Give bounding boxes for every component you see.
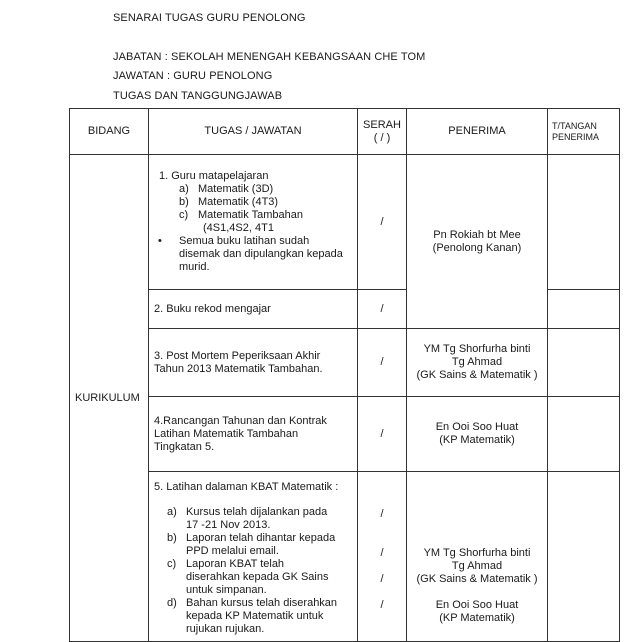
task-cell-5 (149, 472, 358, 642)
ttangan-header-line2: PENERIMA (552, 131, 600, 142)
task-5-item-a (167, 506, 352, 532)
item-text: Matematik (3D) (198, 183, 274, 195)
jawatan-line: JAWATAN : GURU PENOLONG (113, 70, 273, 82)
table-header-row (70, 109, 620, 155)
task-1-item-a (179, 183, 352, 196)
ttangan-cell-2 (548, 290, 620, 329)
table-row (70, 397, 620, 472)
penerima-role: (GK Sains & Matematik ) (416, 369, 538, 381)
ttangan-cell-1 (548, 155, 620, 290)
penerima-name: Tg Ahmad (451, 560, 503, 572)
task-text: Tingkatan 5. (154, 440, 215, 453)
jabatan-line: JABATAN : SEKOLAH MENENGAH KEBANGSAAN CHE TOM (113, 51, 426, 63)
penerima-cell-3 (407, 329, 548, 397)
col-header-ttangan (548, 109, 620, 155)
task-1-bullet (158, 235, 352, 274)
tugas-heading: TUGAS DAN TANGGUNGJAWAB (113, 90, 283, 102)
item-text: kepada KP Matematik untuk (186, 610, 324, 622)
penerima-name: En Ooi Soo Huat (435, 599, 519, 611)
task-text: Latihan Matematik Tambahan (154, 427, 299, 440)
task-cell-2: 2. Buku rekod mengajar (149, 290, 358, 329)
item-text: Kursus telah dijalankan pada (186, 506, 328, 518)
item-text: PPD melalui email. (186, 545, 279, 557)
penerima-name: YM Tg Shorfurha binti (423, 547, 531, 559)
task-cell-1 (149, 155, 358, 290)
penerima-role: (GK Sains & Matematik ) (416, 573, 538, 585)
table-row (70, 472, 620, 642)
item-text: Matematik (4T3) (198, 196, 279, 208)
task-text: Tahun 2013 Matematik Tambahan. (154, 362, 323, 375)
task-cell-4 (149, 397, 358, 472)
letter: b) (179, 196, 189, 208)
letter: c) (179, 209, 189, 221)
serah-mark: / (380, 547, 384, 559)
item-text: untuk simpanan. (186, 584, 267, 596)
letter: c) (167, 558, 177, 570)
item-text: rujukan rujukan. (186, 623, 265, 635)
penerima-name: Tg Ahmad (451, 356, 503, 368)
penerima-role: (KP Matematik) (439, 434, 515, 446)
serah-cell-3: / (358, 329, 407, 397)
serah-header-line1: SERAH (363, 118, 401, 131)
bullet-text: Semua buku latihan sudah (179, 235, 310, 247)
serah-header-line2: ( / ) (373, 131, 391, 144)
penerima-role: (Penolong Kanan) (432, 241, 522, 254)
ttangan-cell-5 (548, 472, 620, 642)
col-header-penerima: PENERIMA (407, 109, 548, 155)
task-1-title: 1. Guru matapelajaran (159, 170, 269, 182)
penerima-role: (KP Matematik) (439, 612, 515, 624)
serah-cell-2: / (358, 290, 407, 329)
serah-mark: / (380, 508, 384, 520)
bidang-cell: KURIKULUM (70, 155, 149, 642)
penerima-cell-4 (407, 397, 548, 472)
col-header-serah (358, 109, 407, 155)
penerima-cell-5 (407, 472, 548, 642)
ttangan-header-line1: T/TANGAN (552, 120, 597, 131)
serah-cell-5 (358, 472, 407, 642)
col-header-tugas: TUGAS / JAWATAN (149, 109, 358, 155)
col-header-bidang: BIDANG (70, 109, 149, 155)
item-text: Matematik Tambahan (198, 209, 303, 221)
task-cell-3 (149, 329, 358, 397)
table-row (70, 155, 620, 290)
letter: a) (179, 183, 189, 195)
ttangan-cell-3 (548, 329, 620, 397)
letter: d) (167, 597, 177, 609)
serah-cell-1: / (358, 155, 407, 290)
task-1-item-c (179, 209, 352, 235)
item-text: diserahkan kepada GK Sains (186, 571, 329, 583)
task-5-item-c (167, 558, 352, 597)
task-text: 4.Rancangan Tahunan dan Kontrak (154, 414, 327, 427)
penerima-name: YM Tg Shorfurha binti (423, 343, 531, 355)
bullet-icon: • (158, 235, 162, 247)
item-text: (4S1,4S2, 4T1 (203, 222, 274, 234)
task-5-title: 5. Latihan dalaman KBAT Matematik : (154, 481, 339, 493)
item-text: Laporan telah dihantar kepada (186, 532, 336, 544)
task-5-item-b (167, 532, 352, 558)
penerima-name: En Ooi Soo Huat (435, 421, 519, 433)
item-text: Bahan kursus telah diserahkan (186, 597, 338, 609)
serah-mark: / (380, 573, 384, 585)
task-1-item-b (179, 196, 352, 209)
penerima-cell-1 (407, 155, 548, 329)
letter: a) (167, 506, 177, 518)
ttangan-cell-4 (548, 397, 620, 472)
table-row (70, 329, 620, 397)
duty-table (69, 108, 620, 642)
bullet-text: disemak dan dipulangkan kepada (179, 248, 343, 260)
task-text: 3. Post Mortem Peperiksaan Akhir (154, 349, 321, 362)
serah-mark: / (380, 599, 384, 611)
bullet-text: murid. (179, 261, 210, 273)
letter: b) (167, 532, 177, 544)
task-5-item-d (167, 597, 352, 636)
penerima-name: Pn Rokiah bt Mee (433, 228, 521, 241)
item-text: Laporan KBAT telah (186, 558, 285, 570)
serah-cell-4: / (358, 397, 407, 472)
item-text: 17 -21 Nov 2013. (186, 519, 271, 531)
document-title: SENARAI TUGAS GURU PENOLONG (113, 12, 306, 24)
